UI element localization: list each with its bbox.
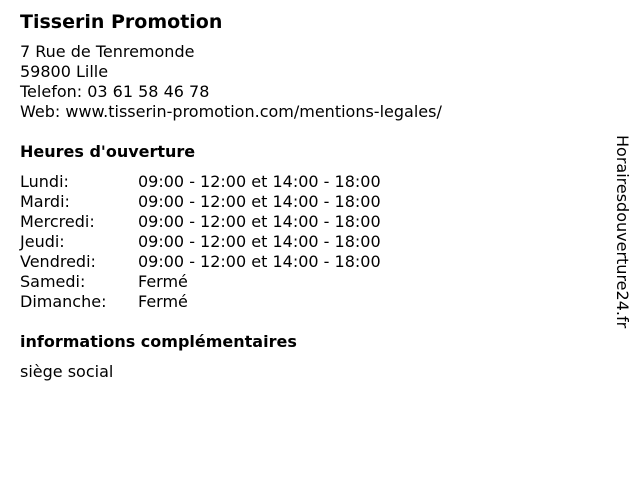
business-card	[20, 10, 600, 382]
business-name: Tisserin Promotion	[20, 11, 223, 33]
city-address: 59800 Lille	[20, 62, 109, 81]
hours-time-value: 09:00 - 12:00 et 14:00 - 18:00	[138, 232, 381, 251]
additional-info-heading: informations complémentaires	[20, 332, 297, 351]
hours-row-jeudi	[20, 232, 600, 252]
hours-row-samedi	[20, 272, 600, 292]
hours-day-label: Vendredi:	[20, 252, 96, 271]
hours-time-value: 09:00 - 12:00 et 14:00 - 18:00	[138, 252, 381, 271]
website-link[interactable]: Web: www.tisserin-promotion.com/mentions-legales/	[20, 102, 442, 121]
hours-day-label: Samedi:	[20, 272, 86, 291]
street-address: 7 Rue de Tenremonde	[20, 42, 195, 61]
hours-day-label: Jeudi:	[20, 232, 65, 251]
hours-row-vendredi	[20, 252, 600, 272]
opening-hours-table	[20, 172, 600, 312]
hours-row-mardi	[20, 192, 600, 212]
hours-day-label: Dimanche:	[20, 292, 107, 311]
hours-day-label: Mercredi:	[20, 212, 95, 231]
opening-hours-heading: Heures d'ouverture	[20, 142, 196, 161]
hours-day-label: Lundi:	[20, 172, 69, 191]
brand-watermark: Horairesdouverture24.fr	[613, 135, 632, 329]
hours-time-value: Fermé	[138, 272, 188, 291]
hours-row-lundi	[20, 172, 600, 192]
hours-row-mercredi	[20, 212, 600, 232]
hours-time-value: 09:00 - 12:00 et 14:00 - 18:00	[138, 192, 381, 211]
hours-time-value: Fermé	[138, 292, 188, 311]
hours-day-label: Mardi:	[20, 192, 70, 211]
hours-time-value: 09:00 - 12:00 et 14:00 - 18:00	[138, 172, 381, 191]
additional-info-text: siège social	[20, 362, 114, 381]
hours-time-value: 09:00 - 12:00 et 14:00 - 18:00	[138, 212, 381, 231]
phone-number: Telefon: 03 61 58 46 78	[20, 82, 210, 101]
hours-row-dimanche	[20, 292, 600, 312]
